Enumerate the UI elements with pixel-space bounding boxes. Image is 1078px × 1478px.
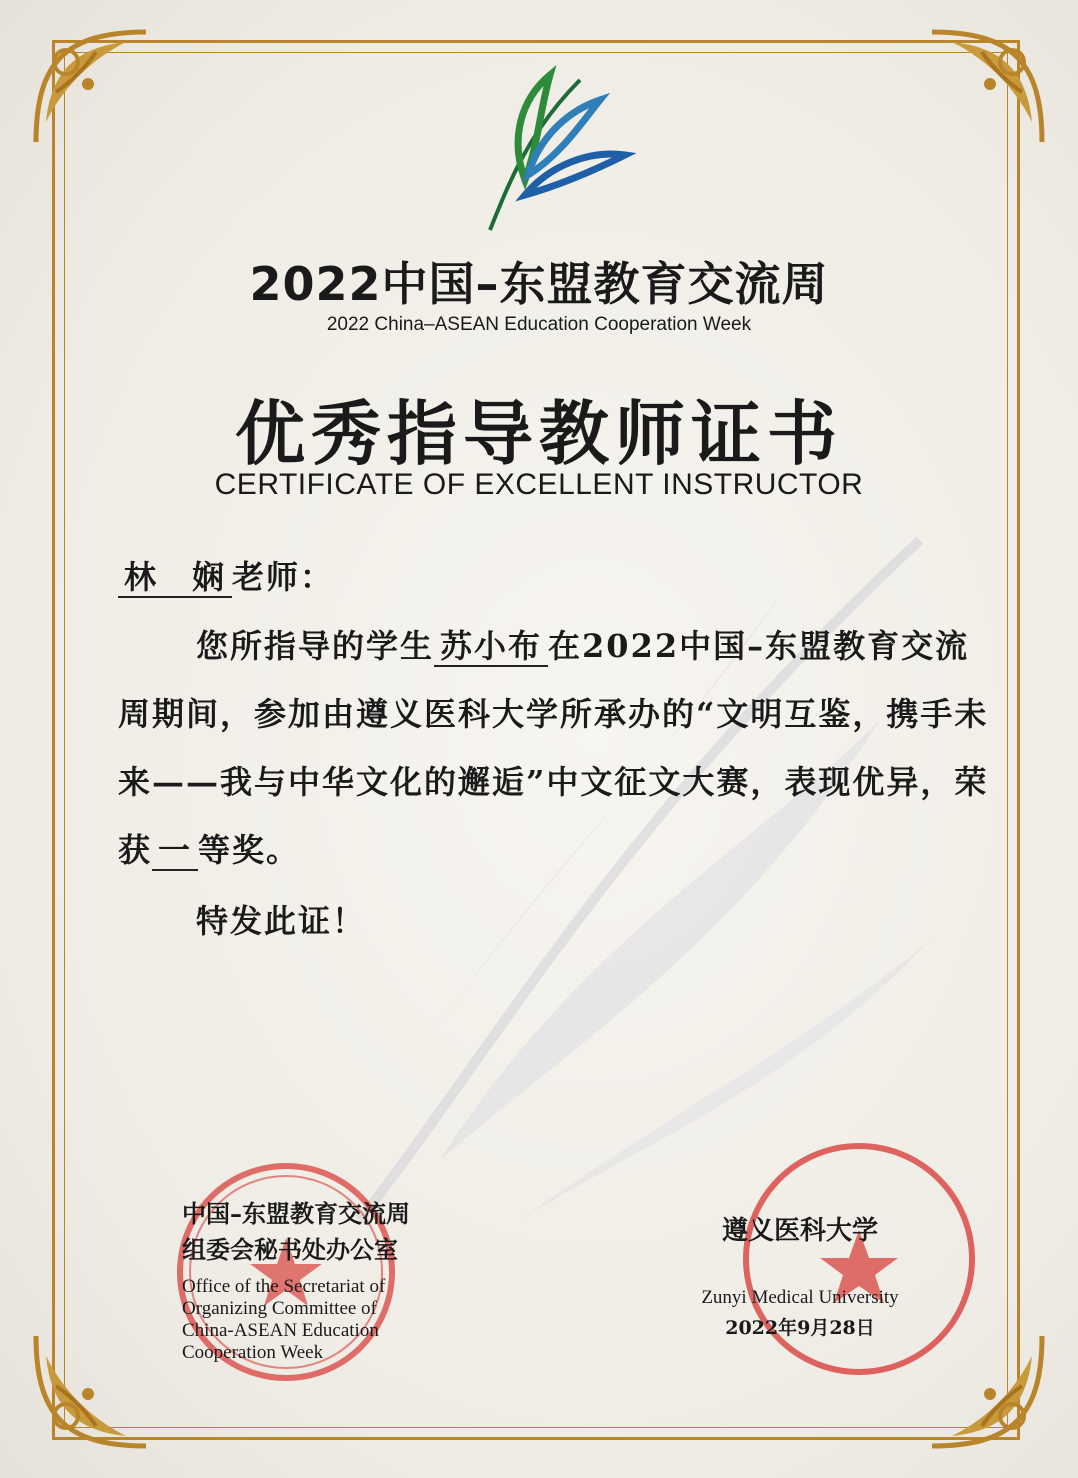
issuer-committee-en-line3: China-ASEAN Education: [182, 1320, 379, 1341]
issuer-university: [650, 1210, 950, 1340]
issuer-university-en: Zunyi Medical University: [701, 1287, 899, 1308]
student-name: 苏小布: [434, 627, 548, 667]
closing-statement: 特发此证！: [196, 902, 367, 940]
issuer-committee-cn-line2: 组委会秘书处办公室: [182, 1235, 398, 1264]
issuer-committee-en-line1: Office of the Secretariat of: [182, 1276, 386, 1297]
certificate-title-en: CERTIFICATE OF EXCELLENT INSTRUCTOR: [214, 468, 864, 501]
issue-date: 2022年9月28日: [725, 1317, 875, 1339]
corner-ornament-bottom-left: [26, 1326, 156, 1456]
event-title-cn: 2022中国–东盟教育交流周: [249, 257, 829, 311]
event-title-en: 2022 China–ASEAN Education Cooperation Week: [326, 314, 752, 335]
issuer-committee-en-line2: Organizing Committee of: [182, 1298, 377, 1319]
body-part3: 等奖。: [198, 831, 301, 869]
issuer-committee-en-line4: Cooperation Week: [182, 1342, 324, 1363]
corner-ornament-top-right: [922, 22, 1052, 152]
body-part2: 在2022中国–东盟教育交流周期间，参加由遵义医科大学所承办的“文明互鉴，携手未来——我与中华文化的邂逅”中文征文大赛，表现优异，荣获: [118, 627, 989, 869]
issuer-committee-cn-line1: 中国–东盟教育交流周: [182, 1199, 410, 1228]
certificate-title-cn: 优秀指导教师证书: [235, 393, 843, 475]
recipient-honorific: 老师：: [232, 558, 335, 596]
recipient-line: [118, 552, 334, 598]
certificate-body: [118, 612, 998, 884]
issuer-university-cn: 遵义医科大学: [721, 1216, 878, 1246]
recipient-name: 林 娴: [118, 558, 232, 598]
body-part1: 您所指导的学生: [196, 627, 435, 665]
event-logo-icon: [470, 60, 640, 240]
award-level: 一: [152, 831, 198, 871]
issuer-committee: [182, 1196, 410, 1364]
corner-ornament-top-left: [26, 22, 156, 152]
